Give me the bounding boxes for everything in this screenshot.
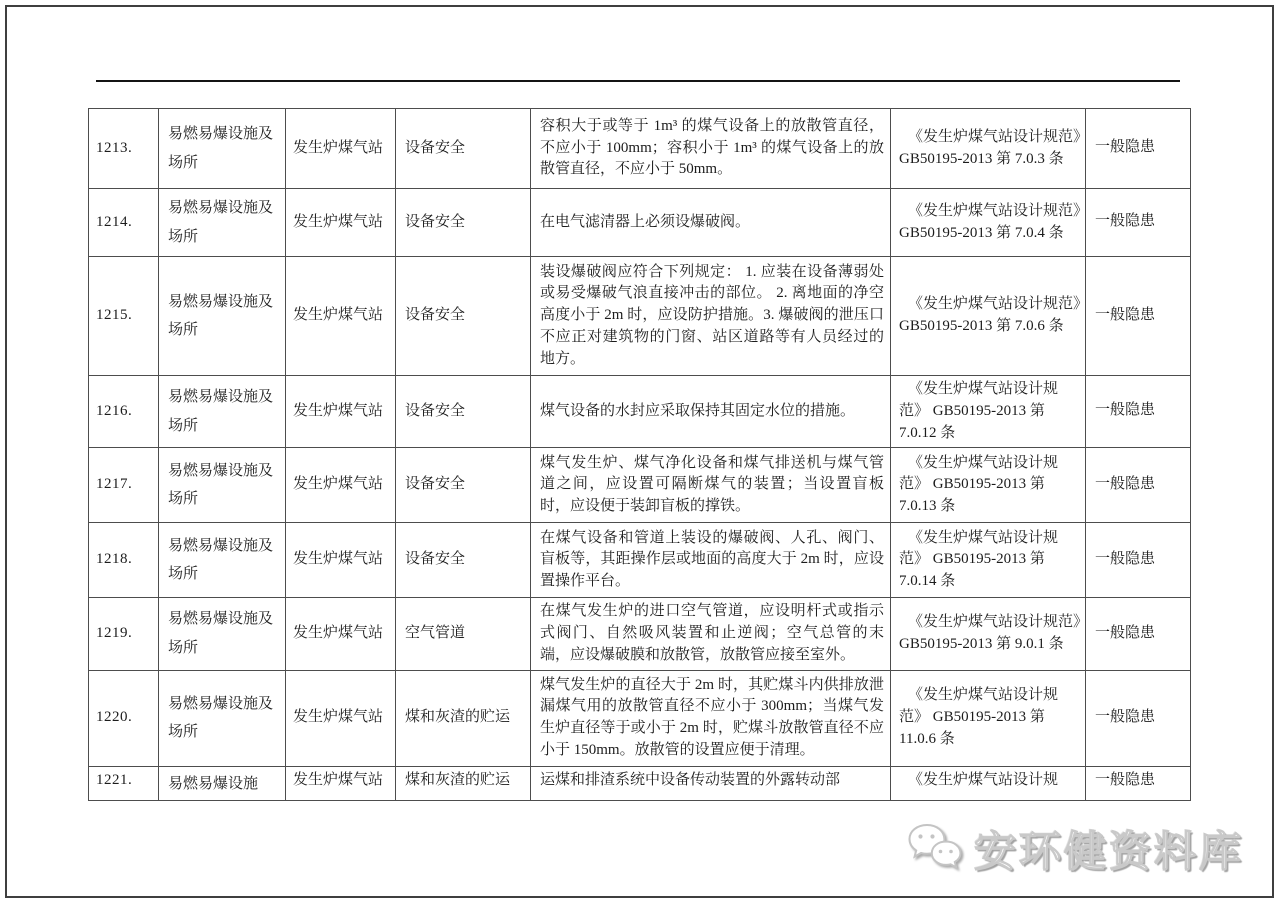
cell-category: 易燃易爆设施及场所: [159, 376, 286, 448]
watermark-label: 安环健资料库: [973, 828, 1244, 875]
cell-facility: 发生炉煤气站: [286, 257, 396, 376]
cell-category: 易燃易爆设施及场所: [159, 109, 286, 189]
cell-facility: 发生炉煤气站: [286, 448, 396, 523]
cell-category: 易燃易爆设施及场所: [159, 670, 286, 766]
table-row: [89, 598, 1191, 670]
cell-description: 容积大于或等于 1m³ 的煤气设备上的放散管直径，不应小于 100mm；容积小于 1m³ 的煤气设备上的放散管直径，不应小于 50mm。: [531, 109, 891, 189]
cell-check-item: 设备安全: [396, 257, 531, 376]
cell-check-item: 设备安全: [396, 448, 531, 523]
cell-description: 在煤气发生炉的进口空气管道，应设明杆式或指示式阀门、自然吸风装置和止逆阀；空气总管的末端，应设爆破膜和放散管，放散管应接至室外。: [531, 598, 891, 670]
cell-reference: 《发生炉煤气站设计规范》 GB50195-2013 第 11.0.6 条: [891, 670, 1086, 766]
cell-reference: 《发生炉煤气站设计规范》GB50195-2013 第 7.0.4 条: [891, 189, 1086, 257]
cell-row-number: 1220.: [89, 670, 159, 766]
cell-row-number: 1221.: [89, 766, 159, 801]
cell-severity: 一般隐患: [1086, 109, 1191, 189]
cell-row-number: 1216.: [89, 376, 159, 448]
cell-description: 在电气滤清器上必须设爆破阀。: [531, 189, 891, 257]
cell-row-number: 1215.: [89, 257, 159, 376]
watermark: [906, 819, 1244, 879]
cell-severity: 一般隐患: [1086, 189, 1191, 257]
table-row: [89, 523, 1191, 598]
table-row: [89, 257, 1191, 376]
cell-reference: 《发生炉煤气站设计规范》 GB50195-2013 第 7.0.13 条: [891, 448, 1086, 523]
wechat-icon: [906, 822, 962, 877]
hazard-checklist-table: [88, 108, 1191, 801]
cell-severity: 一般隐患: [1086, 376, 1191, 448]
cell-check-item: 设备安全: [396, 523, 531, 598]
cell-check-item: 设备安全: [396, 109, 531, 189]
cell-description: 煤气发生炉、煤气净化设备和煤气排送机与煤气管道之间，应设置可隔断煤气的装置；当设置盲板时，应设便于装卸盲板的撑铁。: [531, 448, 891, 523]
cell-facility: 发生炉煤气站: [286, 766, 396, 801]
cell-check-item: 煤和灰渣的贮运: [396, 766, 531, 801]
cell-severity: 一般隐患: [1086, 766, 1191, 801]
cell-facility: 发生炉煤气站: [286, 598, 396, 670]
cell-facility: 发生炉煤气站: [286, 670, 396, 766]
cell-facility: 发生炉煤气站: [286, 189, 396, 257]
cell-reference: 《发生炉煤气站设计规范》 GB50195-2013 第 7.0.14 条: [891, 523, 1086, 598]
cell-row-number: 1218.: [89, 523, 159, 598]
cell-description: 装设爆破阀应符合下列规定： 1. 应装在设备薄弱处或易受爆破气浪直接冲击的部位。 2. 离地面的净空高度小于 2m 时，应设防护措施。3. 爆破阀的泄压口不应正对建筑物的门窗、站区道路等有人员经过的地方。: [531, 257, 891, 376]
cell-severity: 一般隐患: [1086, 448, 1191, 523]
header-rule: [96, 80, 1180, 82]
cell-severity: 一般隐患: [1086, 257, 1191, 376]
cell-facility: 发生炉煤气站: [286, 523, 396, 598]
cell-severity: 一般隐患: [1086, 598, 1191, 670]
cell-check-item: 煤和灰渣的贮运: [396, 670, 531, 766]
cell-check-item: 空气管道: [396, 598, 531, 670]
cell-category: 易燃易爆设施及场所: [159, 598, 286, 670]
table-row: [89, 189, 1191, 257]
table-row: [89, 448, 1191, 523]
cell-category: 易燃易爆设施及场所: [159, 257, 286, 376]
cell-description: 煤气设备的水封应采取保持其固定水位的措施。: [531, 376, 891, 448]
cell-row-number: 1219.: [89, 598, 159, 670]
cell-facility: 发生炉煤气站: [286, 376, 396, 448]
cell-facility: 发生炉煤气站: [286, 109, 396, 189]
cell-category: 易燃易爆设施: [159, 766, 286, 801]
table-row: [89, 376, 1191, 448]
table-row: [89, 670, 1191, 766]
cell-description: 煤气发生炉的直径大于 2m 时，其贮煤斗内供排放泄漏煤气用的放散管直径不应小于 300mm；当煤气发生炉直径等于或小于 2m 时，贮煤斗放散管直径不应小于 150mm。放散管的设置应便于清理。: [531, 670, 891, 766]
cell-row-number: 1214.: [89, 189, 159, 257]
cell-reference: 《发生炉煤气站设计规范》GB50195-2013 第 7.0.3 条: [891, 109, 1086, 189]
cell-row-number: 1217.: [89, 448, 159, 523]
table-row: [89, 109, 1191, 189]
cell-category: 易燃易爆设施及场所: [159, 448, 286, 523]
cell-check-item: 设备安全: [396, 189, 531, 257]
cell-description: 在煤气设备和管道上装设的爆破阀、人孔、阀门、盲板等，其距操作层或地面的高度大于 2m 时，应设置操作平台。: [531, 523, 891, 598]
cell-reference: 《发生炉煤气站设计规范》 GB50195-2013 第 7.0.12 条: [891, 376, 1086, 448]
cell-reference: 《发生炉煤气站设计规范》GB50195-2013 第 9.0.1 条: [891, 598, 1086, 670]
cell-description: 运煤和排渣系统中设备传动装置的外露转动部: [531, 766, 891, 801]
cell-reference: 《发生炉煤气站设计规: [891, 766, 1086, 801]
cell-check-item: 设备安全: [396, 376, 531, 448]
cell-row-number: 1213.: [89, 109, 159, 189]
cell-reference: 《发生炉煤气站设计规范》GB50195-2013 第 7.0.6 条: [891, 257, 1086, 376]
cell-severity: 一般隐患: [1086, 670, 1191, 766]
table-row-clipped: [89, 766, 1191, 801]
cell-category: 易燃易爆设施及场所: [159, 189, 286, 257]
cell-severity: 一般隐患: [1086, 523, 1191, 598]
cell-category: 易燃易爆设施及场所: [159, 523, 286, 598]
